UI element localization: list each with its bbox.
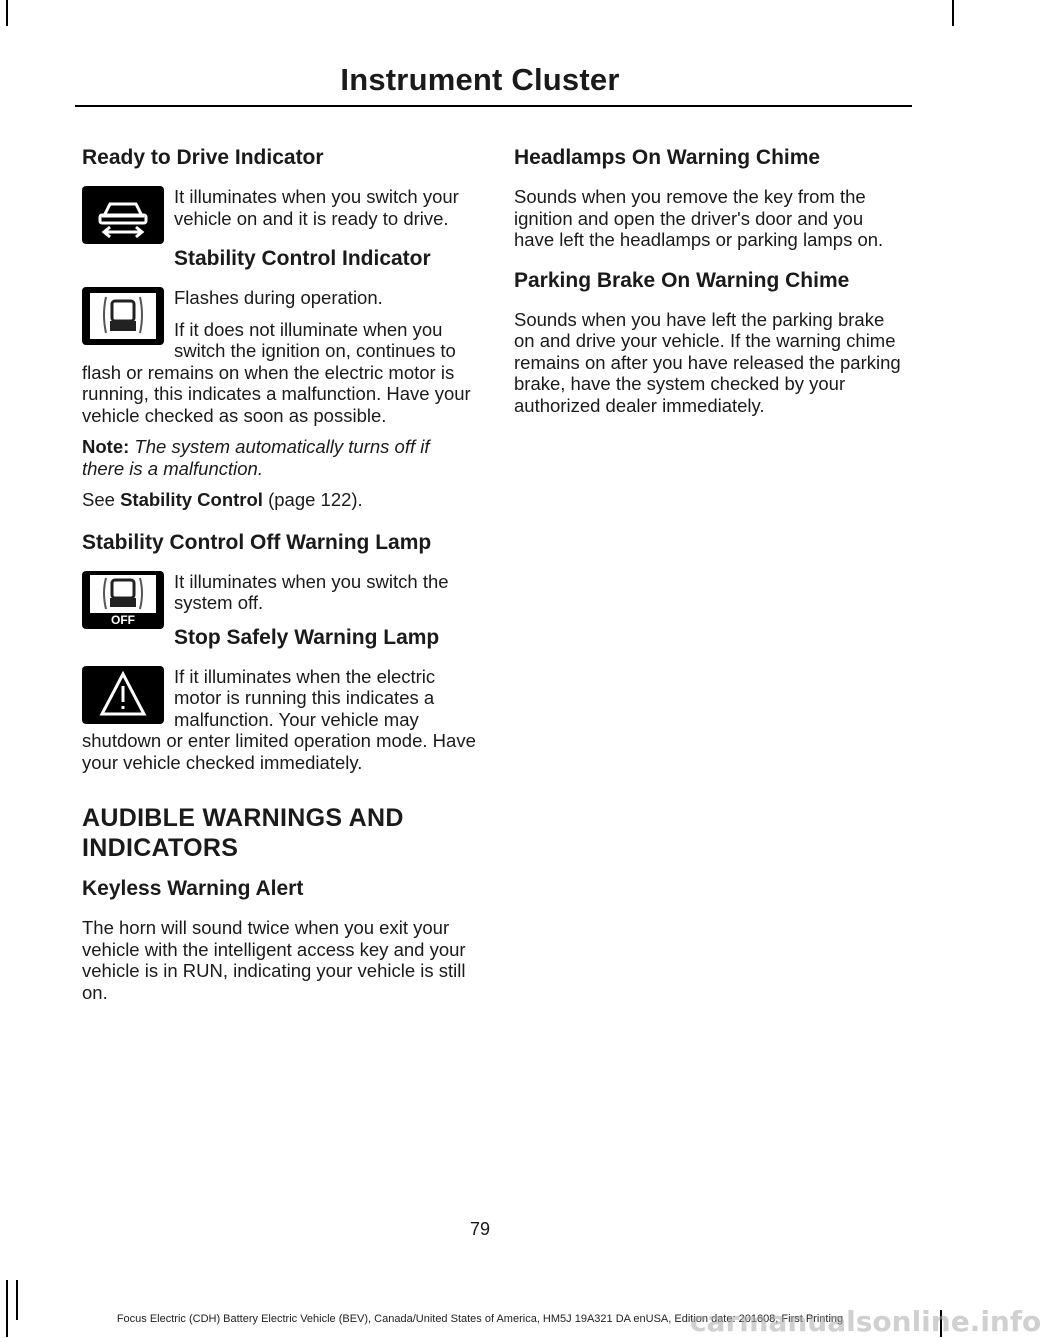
stability-control-off-icon — [82, 571, 164, 629]
ready-to-drive-block — [82, 186, 476, 229]
crop-mark — [6, 0, 8, 26]
heading-ready-to-drive: Ready to Drive Indicator — [82, 146, 324, 169]
warning-triangle-icon — [82, 666, 164, 724]
page-title: Instrument Cluster — [340, 62, 620, 97]
stability-control-icon — [82, 287, 164, 345]
stop-safely-block — [82, 666, 476, 774]
stop-safely-text: If it illuminates when the electric motor is running this indicates a malfunction. Your vehicle may shutdown or enter limited operation mode. Have your vehicle checked immediately. — [82, 665, 476, 773]
heading-stop-safely: Stop Safely Warning Lamp — [174, 625, 440, 649]
off-label: OFF — [111, 612, 135, 627]
right-column — [514, 146, 908, 426]
section-title-audible-warnings: AUDIBLE WARNINGS AND INDICATORS — [82, 804, 404, 862]
headlamps-text: Sounds when you remove the key from the ignition and open the driver's door and you have left the headlamps or parking lamps on. — [514, 186, 884, 250]
left-column — [82, 146, 476, 1013]
stability-flashes-text: Flashes during operation. — [174, 287, 383, 308]
stability-off-block — [82, 570, 476, 627]
heading-stability-off: Stability Control Off Warning Lamp — [82, 530, 432, 554]
watermark: carmanualsonline.info — [690, 1305, 1041, 1338]
footer-edition-info: Focus Electric (CDH) Battery Electric Vehicle (BEV), Canada/United States of America, HM5J 19A321 DA enUSA, Edition date: 201608, First Printing — [116, 1313, 844, 1325]
parking-brake-text: Sounds when you have left the parking brake on and drive your vehicle. If the warning chime remains on after you have released the parking brake, have the system checked by your authorized dealer immediately. — [514, 308, 901, 416]
note-label: Note: — [82, 436, 130, 457]
stability-control-link[interactable]: Stability Control — [120, 489, 263, 510]
stability-see-reference — [82, 489, 476, 511]
page-number: 79 — [469, 1219, 491, 1239]
note-text: The system automatically turns off if there is a malfunction. — [82, 436, 430, 479]
ready-to-drive-icon — [82, 186, 164, 244]
stability-note — [82, 436, 476, 479]
crop-mark — [952, 0, 954, 26]
heading-keyless: Keyless Warning Alert — [82, 877, 304, 900]
keyless-text: The horn will sound twice when you exit your vehicle with the intelligent access key and your vehicle is in RUN, indicating your vehicle is still on. — [82, 917, 466, 1003]
heading-parking-brake: Parking Brake On Warning Chime — [514, 268, 850, 292]
header-divider — [75, 105, 912, 107]
see-page: (page 122). — [268, 489, 363, 510]
heading-headlamps: Headlamps On Warning Chime — [514, 146, 821, 169]
see-prefix: See — [82, 489, 115, 510]
stability-off-text: It illuminates when you switch the system off. — [174, 570, 449, 613]
ready-to-drive-text: It illuminates when you switch your vehicle on and it is ready to drive. — [174, 186, 459, 229]
stability-malfunction-text: If it does not illuminate when you switch the ignition on, continues to flash or remains on when the electric motor is running, this indicates a malfunction. Have your vehicle checked as soon as possible. — [82, 318, 471, 426]
stability-control-block — [82, 287, 476, 426]
crop-mark — [6, 1280, 8, 1337]
heading-stability-control: Stability Control Indicator — [174, 247, 431, 270]
